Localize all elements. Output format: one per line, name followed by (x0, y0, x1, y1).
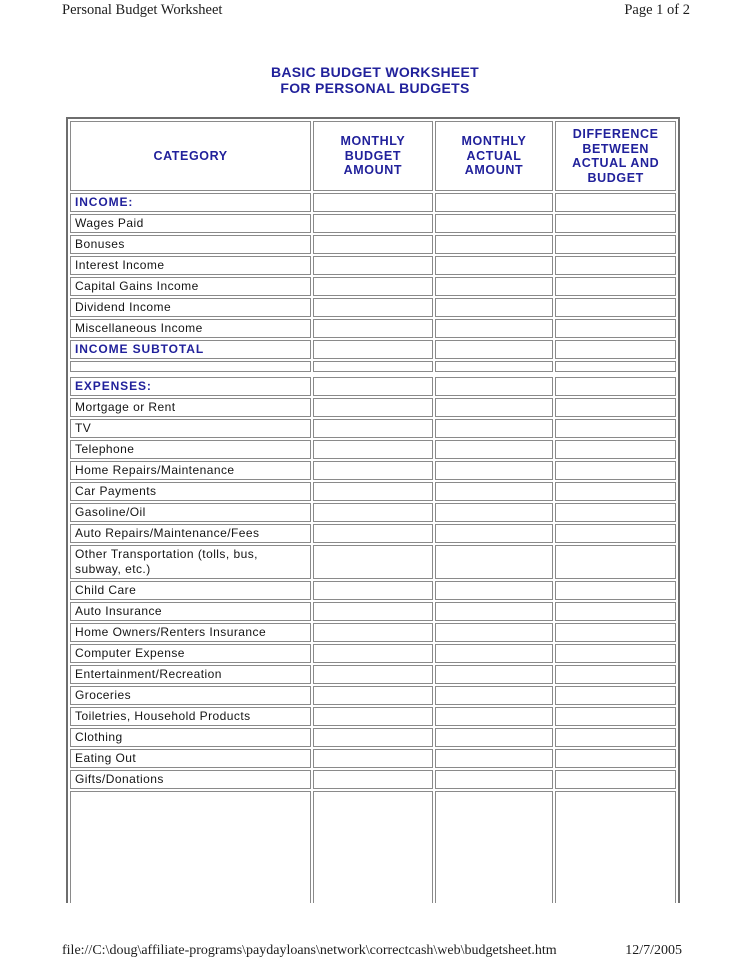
budget-amount-cell (313, 235, 432, 254)
budget-amount-cell (313, 665, 432, 684)
category-cell: Interest Income (70, 256, 311, 275)
difference-cell (555, 419, 676, 438)
difference-cell (555, 440, 676, 459)
difference-cell (555, 749, 676, 768)
difference-cell (555, 482, 676, 501)
table-row (70, 277, 676, 296)
category-cell: Dividend Income (70, 298, 311, 317)
actual-amount-cell (435, 377, 554, 396)
difference-cell (555, 377, 676, 396)
table-row (70, 602, 676, 621)
actual-amount-cell (435, 665, 554, 684)
column-header-difference: DIFFERENCE BETWEEN ACTUAL AND BUDGET (555, 121, 676, 191)
print-page-header (62, 2, 690, 19)
actual-amount-cell (435, 398, 554, 417)
budget-amount-cell (313, 770, 432, 789)
budget-amount-cell (313, 482, 432, 501)
difference-cell (555, 686, 676, 705)
difference-cell (555, 602, 676, 621)
budget-amount-cell (313, 581, 432, 600)
difference-cell (555, 298, 676, 317)
difference-cell (555, 256, 676, 275)
table-row (70, 361, 676, 372)
table-row (70, 482, 676, 501)
difference-cell (555, 277, 676, 296)
difference-cell (555, 193, 676, 212)
difference-cell (555, 319, 676, 338)
actual-amount-cell (435, 214, 554, 233)
actual-amount-cell (435, 602, 554, 621)
table-row (70, 707, 676, 726)
difference-cell (555, 524, 676, 543)
actual-amount-cell (435, 235, 554, 254)
actual-amount-cell (435, 644, 554, 663)
budget-amount-cell (313, 256, 432, 275)
budget-amount-cell (313, 602, 432, 621)
budget-amount-cell (313, 193, 432, 212)
table-row (70, 374, 676, 375)
budget-amount-cell (313, 419, 432, 438)
difference-cell (555, 581, 676, 600)
difference-cell (555, 644, 676, 663)
actual-amount-cell (435, 581, 554, 600)
difference-cell (555, 707, 676, 726)
category-cell: Eating Out (70, 749, 311, 768)
table-row (70, 770, 676, 789)
budget-amount-cell (313, 524, 432, 543)
actual-amount-cell (435, 749, 554, 768)
budget-amount-cell (313, 277, 432, 296)
difference-cell (555, 665, 676, 684)
category-cell: Home Repairs/Maintenance (70, 461, 311, 480)
page-header-title: Personal Budget Worksheet (62, 2, 223, 18)
document-title-line1: BASIC BUDGET WORKSHEET (270, 64, 480, 80)
category-cell: Other Transportation (tolls, bus, subway, etc.) (70, 545, 311, 579)
budget-worksheet-table (66, 117, 680, 903)
category-cell: TV (70, 419, 311, 438)
actual-amount-cell (435, 686, 554, 705)
category-cell: EXPENSES: (70, 377, 311, 396)
category-cell: Auto Repairs/Maintenance/Fees (70, 524, 311, 543)
table-row (70, 581, 676, 600)
table-row (70, 298, 676, 317)
category-cell: Child Care (70, 581, 311, 600)
budget-amount-cell (313, 503, 432, 522)
table-gap (70, 374, 676, 375)
actual-amount-cell (435, 791, 554, 903)
difference-cell (555, 545, 676, 579)
budget-amount-cell (313, 686, 432, 705)
budget-amount-cell (313, 623, 432, 642)
budget-amount-cell (313, 707, 432, 726)
table-row (70, 398, 676, 417)
actual-amount-cell (435, 623, 554, 642)
budget-amount-cell (313, 545, 432, 579)
table-row (70, 728, 676, 747)
actual-amount-cell (435, 361, 554, 372)
budget-amount-cell (313, 377, 432, 396)
category-cell: Mortgage or Rent (70, 398, 311, 417)
actual-amount-cell (435, 461, 554, 480)
document-title (0, 64, 750, 96)
table-row (70, 524, 676, 543)
table-row (70, 545, 676, 579)
category-cell (70, 361, 311, 372)
difference-cell (555, 461, 676, 480)
budget-amount-cell (313, 791, 432, 903)
actual-amount-cell (435, 707, 554, 726)
table-row (70, 461, 676, 480)
budget-amount-cell (313, 440, 432, 459)
category-cell: Groceries (70, 686, 311, 705)
actual-amount-cell (435, 545, 554, 579)
budget-amount-cell (313, 728, 432, 747)
table-row (70, 440, 676, 459)
column-header-monthly-budget-amount: MONTHLY BUDGET AMOUNT (313, 121, 432, 191)
table-row (70, 256, 676, 275)
difference-cell (555, 791, 676, 903)
difference-cell (555, 340, 676, 359)
page-header-page-number: Page 1 of 2 (624, 2, 690, 18)
actual-amount-cell (435, 728, 554, 747)
budget-amount-cell (313, 461, 432, 480)
table-row (70, 791, 676, 903)
category-cell: Entertainment/Recreation (70, 665, 311, 684)
category-cell: Miscellaneous Income (70, 319, 311, 338)
category-cell: Capital Gains Income (70, 277, 311, 296)
difference-cell (555, 770, 676, 789)
category-cell: Home Owners/Renters Insurance (70, 623, 311, 642)
table-row (70, 623, 676, 642)
page-footer-date: 12/7/2005 (625, 943, 682, 958)
actual-amount-cell (435, 298, 554, 317)
actual-amount-cell (435, 319, 554, 338)
table-row (70, 686, 676, 705)
budget-amount-cell (313, 340, 432, 359)
difference-cell (555, 214, 676, 233)
actual-amount-cell (435, 193, 554, 212)
actual-amount-cell (435, 770, 554, 789)
category-cell: Auto Insurance (70, 602, 311, 621)
table-row (70, 644, 676, 663)
table-row (70, 193, 676, 212)
category-cell: Car Payments (70, 482, 311, 501)
table-row (70, 214, 676, 233)
category-cell: Bonuses (70, 235, 311, 254)
budget-amount-cell (313, 214, 432, 233)
actual-amount-cell (435, 524, 554, 543)
print-page-footer (62, 943, 682, 959)
difference-cell (555, 398, 676, 417)
category-cell: Wages Paid (70, 214, 311, 233)
budget-amount-cell (313, 749, 432, 768)
document-title-line2: FOR PERSONAL BUDGETS (280, 80, 470, 96)
category-cell: Computer Expense (70, 644, 311, 663)
budget-amount-cell (313, 298, 432, 317)
column-header-category: CATEGORY (70, 121, 311, 191)
actual-amount-cell (435, 277, 554, 296)
difference-cell (555, 361, 676, 372)
budget-amount-cell (313, 319, 432, 338)
category-cell: Toiletries, Household Products (70, 707, 311, 726)
actual-amount-cell (435, 419, 554, 438)
actual-amount-cell (435, 340, 554, 359)
column-header-monthly-actual-amount: MONTHLY ACTUAL AMOUNT (435, 121, 554, 191)
category-cell: INCOME: (70, 193, 311, 212)
difference-cell (555, 623, 676, 642)
actual-amount-cell (435, 482, 554, 501)
table-row (70, 665, 676, 684)
budget-amount-cell (313, 361, 432, 372)
difference-cell (555, 728, 676, 747)
page-footer-file-path: file://C:\doug\affiliate-programs\paydayloans\network\correctcash\web\budgetsheet.htm (62, 943, 557, 958)
table-row (70, 749, 676, 768)
category-cell (70, 791, 311, 903)
category-cell: INCOME SUBTOTAL (70, 340, 311, 359)
table-row (70, 419, 676, 438)
category-cell: Gasoline/Oil (70, 503, 311, 522)
category-cell: Gifts/Donations (70, 770, 311, 789)
table-row (70, 340, 676, 359)
actual-amount-cell (435, 503, 554, 522)
category-cell: Telephone (70, 440, 311, 459)
category-cell: Clothing (70, 728, 311, 747)
actual-amount-cell (435, 256, 554, 275)
difference-cell (555, 235, 676, 254)
budget-amount-cell (313, 644, 432, 663)
budget-amount-cell (313, 398, 432, 417)
table-row (70, 377, 676, 396)
table-row (70, 319, 676, 338)
table-row (70, 503, 676, 522)
table-header-row (70, 121, 676, 191)
difference-cell (555, 503, 676, 522)
actual-amount-cell (435, 440, 554, 459)
table-row (70, 235, 676, 254)
